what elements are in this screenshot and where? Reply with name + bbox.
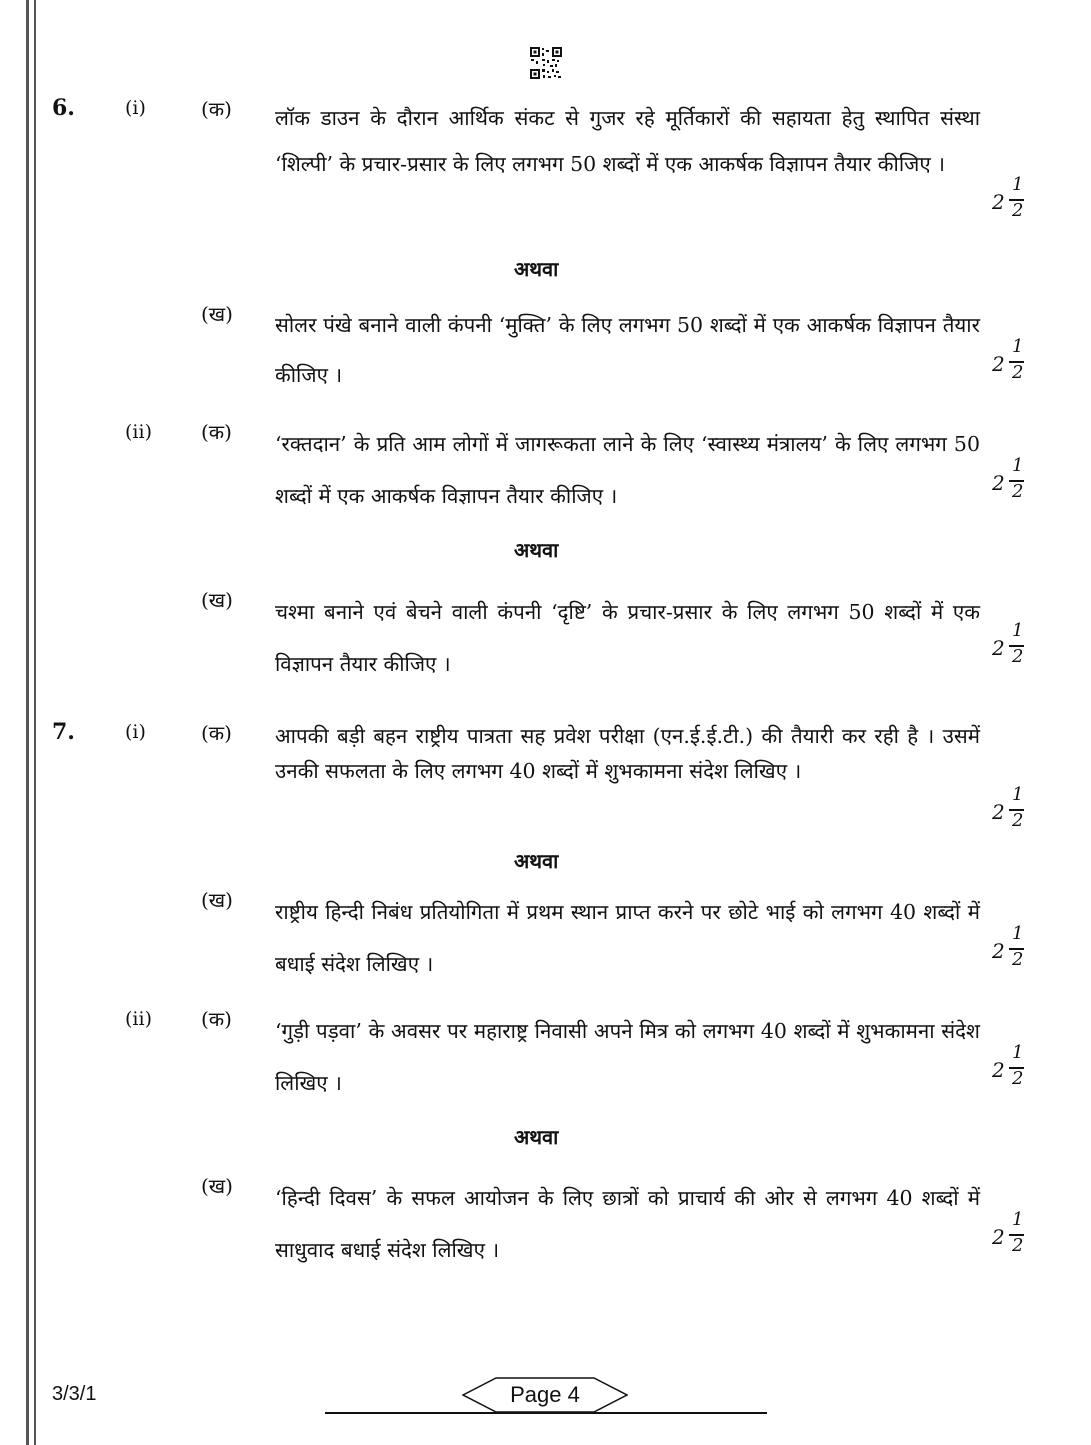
q7-sub-i-label: (i) [125, 721, 146, 743]
marks-q6-i-ka: 2 1 2 [992, 174, 1024, 221]
marks-q7-ii-kha: 2 1 2 [992, 1209, 1024, 1256]
q7-i-kha-label: (ख) [201, 888, 233, 912]
q6-i-kha-label: (ख) [201, 302, 233, 326]
athva-q6-i: अथवा [514, 257, 559, 281]
q7-ii-ka-text: ‘गुड़ी पड़वा’ के अवसर पर महाराष्ट्र निवासी अपने मित्र को लगभग 40 शब्दों में शुभकामना संदेश लिखिए । [275, 1019, 980, 1095]
athva-q7-ii: अथवा [514, 1125, 559, 1149]
q6-ii-ka-text: ‘रक्तदान’ के प्रति आम लोगों में जागरूकता लाने के लिए ‘स्वास्थ्य मंत्रालय’ के लिए लगभग 50 शब्दों में एक आकर्षक विज्ञापन तैयार कीजिए । [275, 432, 980, 508]
q6-i-ka-label: (क) [201, 97, 232, 121]
marks-q7-i-kha: 2 1 2 [992, 923, 1024, 970]
q6-sub-ii-label: (ii) [125, 421, 152, 443]
q7-sub-ii-label: (ii) [125, 1008, 152, 1030]
q6-ii-kha-text: चश्मा बनाने एवं बेचने वाली कंपनी ‘दृष्टि’ के प्रचार-प्रसार के लिए लगभग 50 शब्दों में एक विज्ञापन तैयार कीजिए । [275, 600, 980, 676]
marks-q6-i-kha: 2 1 2 [992, 336, 1024, 383]
athva-q6-ii: अथवा [514, 538, 559, 562]
q7-i-ka-label: (क) [201, 721, 232, 745]
question-number-6: 6. [52, 95, 75, 121]
q6-ii-kha-label: (ख) [201, 588, 233, 612]
q6-sub-i-label: (i) [125, 97, 146, 119]
q7-i-ka-text: आपकी बड़ी बहन राष्ट्रीय पात्रता सह प्रवेश परीक्षा (एन.ई.ई.टी.) की तैयारी कर रही है । उसमें उनकी सफलता के लिए लगभग 40 शब्दों में शुभकामना संदेश लिखिए । [275, 724, 980, 783]
q7-ii-kha-label: (ख) [201, 1174, 233, 1198]
q6-ii-ka-label: (क) [201, 420, 232, 444]
q7-ii-kha-text: ‘हिन्दी दिवस’ के सफल आयोजन के लिए छात्रों को प्राचार्य की ओर से लगभग 40 शब्दों में साधुवाद बधाई संदेश लिखिए । [275, 1186, 980, 1262]
q6-i-kha-text: सोलर पंखे बनाने वाली कंपनी ‘मुक्ति’ के लिए लगभग 50 शब्दों में एक आकर्षक विज्ञापन तैयार कीजिए । [275, 313, 980, 387]
qr-code-icon [530, 47, 562, 79]
question-number-7: 7. [52, 719, 75, 745]
paper-code: 3/3/1 [52, 1383, 97, 1405]
athva-q7-i: अथवा [514, 849, 559, 873]
q6-i-ka-text: लॉक डाउन के दौरान आर्थिक संकट से गुजर रहे मूर्तिकारों की सहायता हेतु स्थापित संस्था ‘शिल्पी’ के प्रचार-प्रसार के लिए लगभग 50 शब्दों में एक आकर्षक विज्ञापन तैयार कीजिए । [275, 106, 980, 176]
page-number: Page 4 [510, 1382, 580, 1407]
marks-q7-ii-ka: 2 1 2 [992, 1042, 1024, 1089]
footer-rule [325, 1412, 767, 1414]
q7-ii-ka-label: (क) [201, 1007, 232, 1031]
marks-q6-ii-kha: 2 1 2 [992, 620, 1024, 667]
margin-rule-thick [26, 0, 29, 1445]
margin-rule-thin [34, 0, 36, 1445]
marks-q7-i-ka: 2 1 2 [992, 784, 1024, 831]
page-number-badge [462, 1376, 628, 1414]
marks-q6-ii-ka: 2 1 2 [992, 455, 1024, 502]
q7-i-kha-text: राष्ट्रीय हिन्दी निबंध प्रतियोगिता में प्रथम स्थान प्राप्त करने पर छोटे भाई को लगभग 40 शब्दों में बधाई संदेश लिखिए । [275, 900, 980, 976]
